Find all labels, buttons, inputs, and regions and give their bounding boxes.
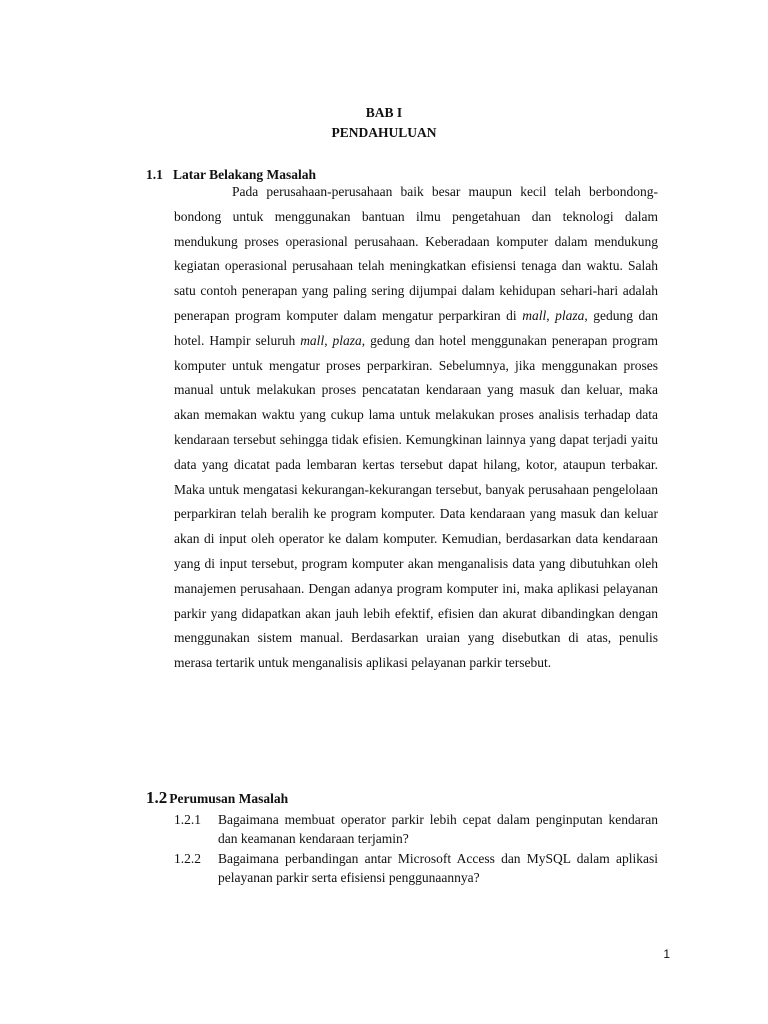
paragraph-emphasis: mall bbox=[300, 332, 325, 348]
list-item bbox=[174, 810, 658, 848]
list-item-number: 1.2.1 bbox=[174, 812, 201, 827]
section-1-1-paragraph bbox=[174, 180, 658, 676]
section-1-2-number: 1.2 bbox=[146, 788, 168, 807]
list-item-number: 1.2.2 bbox=[174, 851, 201, 866]
paragraph-emphasis: plaza bbox=[332, 332, 362, 348]
paragraph-emphasis: mall bbox=[522, 307, 547, 323]
paragraph-text: , gedung dan hotel menggunakan penerapan program komputer untuk mengatur proses perparkiran. Sebelumnya, jika menggunakan proses manual untuk melakukan proses pencatatan kendaraan yang masuk dan keluar, maka akan memakan waktu yang cukup lama untuk melakukan proses analisis terhadap data kendaraan tersebut sehingga tidak efisien. Kemungkinan lainnya yang dapat terjadi yaitu data yang dicatat pada lembaran kertas tersebut dapat hilang, kotor, ataupun terbakar. Maka untuk mengatasi kekurangan-kekurangan tersebut, banyak perusahaan pengelolaan perparkiran telah beralih ke program komputer. Data kendaraan yang masuk dan keluar akan di input oleh operator ke dalam komputer. Kemudian, berdasarkan data kendaraan yang di input tersebut, program komputer akan menganalisis data yang dibutuhkan oleh manajemen perusahaan. Dengan adanya program komputer ini, maka aplikasi pelayanan parkir yang didapatkan akan jauh lebih efektif, efisien dan akurat dibandingkan dengan menggunakan sistem manual. Berdasarkan uraian yang disebutkan di atas, penulis merasa tertarik untuk menganalisis aplikasi pelayanan parkir tersebut. bbox=[174, 332, 658, 671]
paragraph-text: , gedung dan hotel. Hampir seluruh bbox=[174, 307, 659, 348]
chapter-number: BAB I bbox=[365, 105, 403, 120]
list-item bbox=[174, 849, 658, 887]
list-item-text: Bagaimana membuat operator parkir lebih cepat dalam penginputan kendaran dan keamanan kendaraan terjamin? bbox=[218, 812, 658, 846]
section-1-1-number: 1.1 bbox=[146, 167, 163, 182]
section-1-2-heading bbox=[146, 790, 288, 807]
paragraph-emphasis: plaza bbox=[555, 307, 585, 323]
chapter-title: PENDAHULUAN bbox=[331, 125, 437, 140]
section-1-2-title: Perumusan Masalah bbox=[169, 791, 289, 806]
paragraph-text: , bbox=[546, 307, 556, 323]
paragraph-text: Pada perusahaan-perusahaan baik besar maupun kecil telah berbondong-bondong untuk menggunakan bantuan ilmu pengetahuan dan teknologi dalam mendukung proses operasional perusahaan. Keberadaan komputer dalam mendukung kegiatan operasional perusahaan telah meningkatkan efisiensi tenaga dan waktu. Salah satu contoh penerapan yang paling sering dijumpai dalam kehidupan sehari-hari adalah penerapan program komputer dalam mengatur perparkiran di bbox=[174, 184, 658, 323]
list-item-text: Bagaimana perbandingan antar Microsoft Access dan MySQL dalam aplikasi pelayanan parkir serta efisiensi penggunaannya? bbox=[218, 851, 658, 885]
section-1-1-title: Latar Belakang Masalah bbox=[173, 167, 317, 182]
paragraph-text: , bbox=[324, 332, 333, 348]
page-number: 1 bbox=[663, 947, 670, 961]
